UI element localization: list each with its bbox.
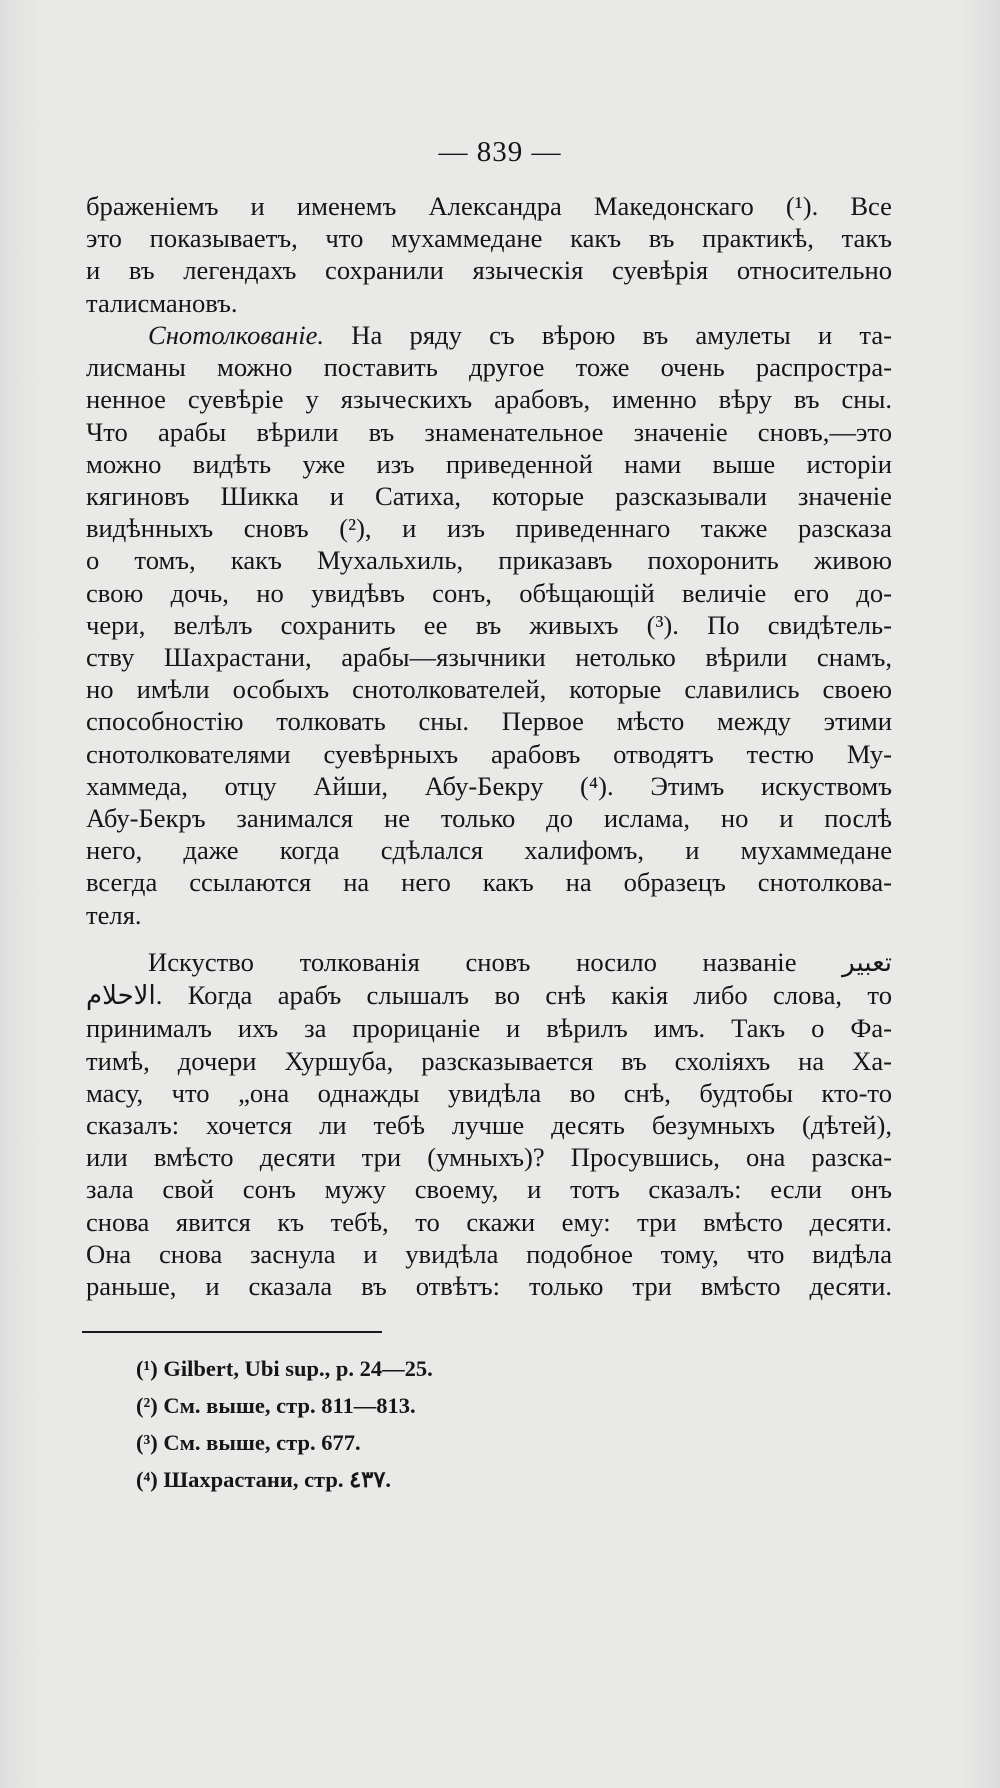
text-line: масу, что „она однажды увидѣла во снѣ, будтобы кто-то	[86, 1077, 892, 1108]
text-line: чери, велѣлъ сохранить ее въ живыхъ (³). По свидѣтель-	[86, 609, 892, 640]
text-line: снова явится къ тебѣ, то скажи ему: три вмѣсто десяти.	[86, 1206, 892, 1237]
footnote-mark: (⁴)	[136, 1467, 158, 1492]
paragraph-3	[86, 946, 892, 1302]
text-line: свою дочь, но увидѣвъ сонъ, обѣщающій величіе его до-	[86, 577, 892, 608]
arabic-term: الاحلام	[86, 981, 156, 1012]
footnote-text: См. выше, стр. 811—813.	[163, 1393, 416, 1418]
text-line: можно видѣть уже изъ приведенной нами выше исторіи	[86, 448, 892, 479]
text-line-rest: На ряду съ вѣрою въ амулеты и та-	[324, 320, 892, 350]
footnote-mark: (¹)	[136, 1356, 158, 1381]
text-line: принималъ ихъ за прорицаніе и вѣрилъ имъ. Такъ о Фа-	[86, 1013, 892, 1044]
footnote-text: Шахрастани, стр. ٤٣٧.	[163, 1467, 392, 1492]
footnote-1	[136, 1350, 736, 1387]
text-line: снотолкователями суевѣрныхъ арабовъ отводятъ тестю Му-	[86, 738, 892, 769]
text-line: кягиновъ Шикка и Сатиха, которые разсказывали значеніе	[86, 481, 892, 512]
text-line-start: Искуство толкованія сновъ носило названіе	[148, 947, 797, 977]
footnote-4	[136, 1461, 736, 1498]
text-line: но имѣли особыхъ снотолкователей, которые славились своею	[86, 674, 892, 705]
text-line: это показываетъ, что мухаммедане какъ въ практикѣ, такъ	[86, 223, 892, 254]
text-line	[86, 946, 892, 979]
text-line: тимѣ, дочери Хуршуба, разсказывается въ схоліяхъ на Ха-	[86, 1045, 892, 1076]
footnote-text: См. выше, стр. 677.	[163, 1430, 361, 1455]
footnote-2	[136, 1387, 736, 1424]
text-line: всегда ссылаются на него какъ на образецъ снотолкова-	[86, 867, 892, 898]
text-line: ненное суевѣріе у языческихъ арабовъ, именно вѣру въ сны.	[86, 384, 892, 415]
text-line: лисманы можно поставить другое тоже очень распростра-	[86, 352, 892, 383]
footnote-3	[136, 1424, 736, 1461]
footnotes	[136, 1350, 736, 1498]
text-line: сказалъ: хочется ли тебѣ лучше десять безумныхъ (дѣтей),	[86, 1110, 892, 1141]
text-line-rest: . Когда арабъ слышалъ во снѣ какія либо слова, то	[155, 980, 892, 1011]
section-heading: Снотолкованіе.	[148, 320, 325, 350]
footnote-mark: (³)	[136, 1430, 158, 1455]
text-line: Абу-Бекръ занимался не только до ислама, но и послѣ	[86, 803, 892, 834]
page-number: — 839 —	[438, 136, 562, 168]
text-line: или вмѣсто десяти три (умныхъ)? Просувшись, она разска-	[86, 1142, 892, 1173]
footnote-mark: (²)	[136, 1393, 158, 1418]
text-line: способностію толковать сны. Первое мѣсто между этими	[86, 706, 892, 737]
text-line: ству Шахрастани, арабы—язычники нетолько вѣрили снамъ,	[86, 642, 892, 673]
text-line: теля.	[86, 899, 142, 930]
text-line: раньше, и сказала въ отвѣтъ: только три вмѣсто десяти.	[86, 1271, 892, 1302]
text-line: о томъ, какъ Мухальхиль, приказавъ похоронить живою	[86, 545, 892, 576]
text-line	[86, 319, 892, 351]
text-line: талисмановъ.	[86, 287, 238, 318]
text-line: и въ легендахъ сохранили языческія суевѣрія относительно	[86, 255, 892, 286]
text-line: Что арабы вѣрили въ знаменательное значеніе сновъ,—это	[86, 416, 892, 447]
text-line: браженіемъ и именемъ Александра Македонскаго (¹). Все	[86, 191, 892, 221]
text-line: Она снова заснула и увидѣла подобное тому, что видѣла	[86, 1238, 892, 1269]
paragraph-2	[86, 319, 892, 931]
footnote-text: Gilbert, Ubi sup., p. 24—25.	[163, 1356, 433, 1381]
arabic-term: تعبير	[842, 948, 892, 978]
text-line: видѣнныхъ сновъ (²), и изъ приведеннаго также разсказа	[86, 513, 892, 544]
text-line: зала свой сонъ мужу своему, и тотъ сказалъ: если онъ	[86, 1174, 892, 1205]
text-line: него, даже когда сдѣлался халифомъ, и мухаммедане	[86, 835, 892, 866]
text-line	[86, 979, 892, 1012]
footnote-divider	[82, 1331, 382, 1333]
text-line: хаммеда, отцу Айши, Абу-Бекру (⁴). Этимъ искуствомъ	[86, 770, 892, 801]
paragraph-1	[86, 190, 892, 319]
